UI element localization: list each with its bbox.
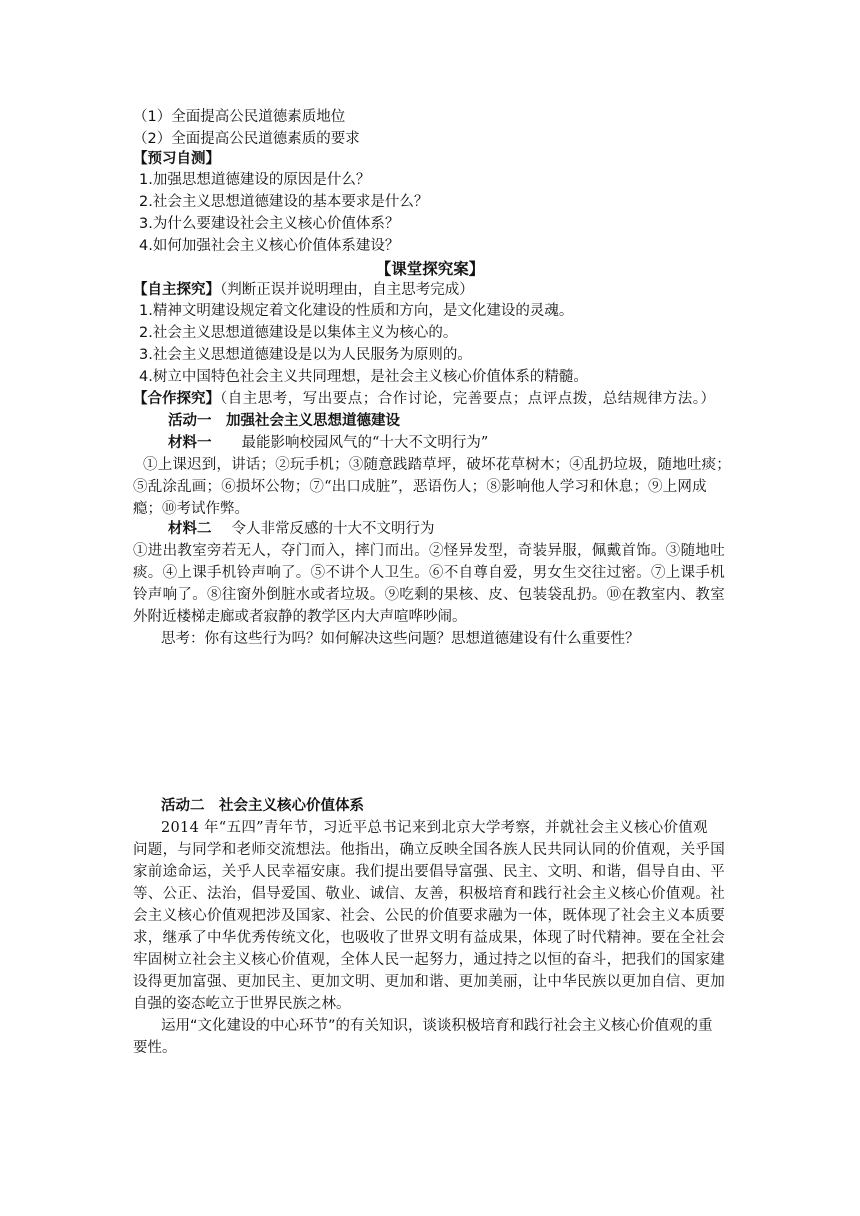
activity2-line-5: 会主义核心价值观把涉及国家、社会、公民的价值要求融为一体，既体现了社会主义本质要 xyxy=(133,908,725,924)
material2-header xyxy=(168,519,435,539)
self-test-question-3: 3.为什么要建设社会主义核心价值体系？ xyxy=(139,216,400,232)
statement-2: 2.社会主义思想道德建设是以集体主义为核心的。 xyxy=(139,325,458,341)
section-title: 【课堂探究案】 xyxy=(375,260,485,278)
material1-header xyxy=(168,433,488,453)
material1-line-2: ⑤乱涂乱画；⑥损坏公物；⑦“出口成脏”，恶语伤人；⑧影响他人学习和休息；⑨上网成 xyxy=(133,479,707,495)
material2-line-4: 外附近楼梯走廊或者寂静的教学区内大声喧哗吵闹。 xyxy=(133,609,467,625)
material2-line-2: 痰。④上课手机铃声响了。⑤不讲个人卫生。⑥不自尊自爱，男女生交往过密。⑦上课手机 xyxy=(133,565,725,581)
preview-item-1: （1）全面提高公民道德素质地位 xyxy=(133,109,346,125)
activity2-line-6: 求，继承了中华优秀传统文化，也吸收了世界文明有益成果，体现了时代精神。要在全社会 xyxy=(133,930,725,946)
material1-line-1: ①上课迟到，讲话；②玩手机；③随意践踏草坪，破坏花草树木；④乱扔垃圾，随地吐痰； xyxy=(143,457,731,473)
self-explore-header xyxy=(133,280,474,300)
coop-heading: 【合作探究】 xyxy=(133,391,220,407)
activity2-title: 活动二 社会主义核心价值体系 xyxy=(161,798,364,814)
self-test-question-4: 4.如何加强社会主义核心价值体系建设？ xyxy=(139,238,400,254)
activity2-question-line-1: 运用“文化建设的中心环节”的有关知识，谈谈积极培育和践行社会主义核心价值观的重 xyxy=(161,1018,713,1034)
statement-1: 1.精神文明建设规定着文化建设的性质和方向，是文化建设的灵魂。 xyxy=(139,303,574,319)
activity1-title: 活动一 加强社会主义思想道德建设 xyxy=(168,413,400,429)
coop-header xyxy=(133,389,716,409)
self-explore-note: （判断正误并说明理由，自主思考完成） xyxy=(220,282,474,298)
statement-3: 3.社会主义思想道德建设是以为人民服务为原则的。 xyxy=(139,347,472,363)
activity2-line-8: 设得更加富强、更加民主、更加文明、更加和谐、更加美丽，让中华民族以更加自信、更加 xyxy=(133,974,725,990)
material2-label: 材料二 xyxy=(168,521,212,537)
activity2-line-3: 家前途命运，关乎人民幸福安康。我们提出要倡导富强、民主、文明、和谐，倡导自由、平 xyxy=(133,864,725,880)
material1-title: 最能影响校园风气的“十大不文明行为” xyxy=(241,435,489,451)
self-test-heading: 【预习自测】 xyxy=(133,151,220,167)
material2-line-3: 铃声响了。⑧往窗外倒脏水或者垃圾。⑨吃剩的果核、皮、包装袋乱扔。⑩在教室内、教室 xyxy=(133,587,725,603)
self-test-question-2: 2.社会主义思想道德建设的基本要求是什么？ xyxy=(139,194,429,210)
statement-4: 4.树立中国特色社会主义共同理想，是社会主义核心价值体系的精髓。 xyxy=(139,369,588,385)
activity1-think: 思考：你有这些行为吗？如何解决这些问题？思想道德建设有什么重要性？ xyxy=(161,631,640,647)
coop-note: （自主思考，写出要点；合作讨论，完善要点；点评点拨，总结规律方法。） xyxy=(220,391,716,407)
preview-item-2: （2）全面提高公民道德素质的要求 xyxy=(133,131,360,147)
activity2-line-4: 等、公正、法治，倡导爱国、敬业、诚信、友善，积极培育和践行社会主义核心价值观。社 xyxy=(133,886,725,902)
activity2-line-2: 问题，与同学和老师交流想法。他指出，确立反映全国各族人民共同认同的价值观，关乎国 xyxy=(133,842,725,858)
material2-title: 令人非常反感的十大不文明行为 xyxy=(231,521,435,537)
activity2-line-1: 2014 年“五四”青年节，习近平总书记来到北京大学考察，并就社会主义核心价值观 xyxy=(161,820,708,836)
material2-line-1: ①进出教室旁若无人，夺门而入，摔门而出。②怪异发型，奇装异服，佩戴首饰。③随地吐 xyxy=(133,543,725,559)
activity2-line-7: 牢固树立社会主义核心价值观，全体人民一起努力，通过持之以恒的奋斗，把我们的国家建 xyxy=(133,952,725,968)
activity2-line-9: 自强的姿态屹立于世界民族之林。 xyxy=(133,996,351,1012)
material1-label: 材料一 xyxy=(168,435,212,451)
self-explore-heading: 【自主探究】 xyxy=(133,282,220,298)
activity2-question-line-2: 要性。 xyxy=(133,1040,177,1056)
self-test-question-1: 1.加强思想道德建设的原因是什么？ xyxy=(139,172,371,188)
material1-line-3: 瘾；⑩考试作弊。 xyxy=(133,501,249,517)
